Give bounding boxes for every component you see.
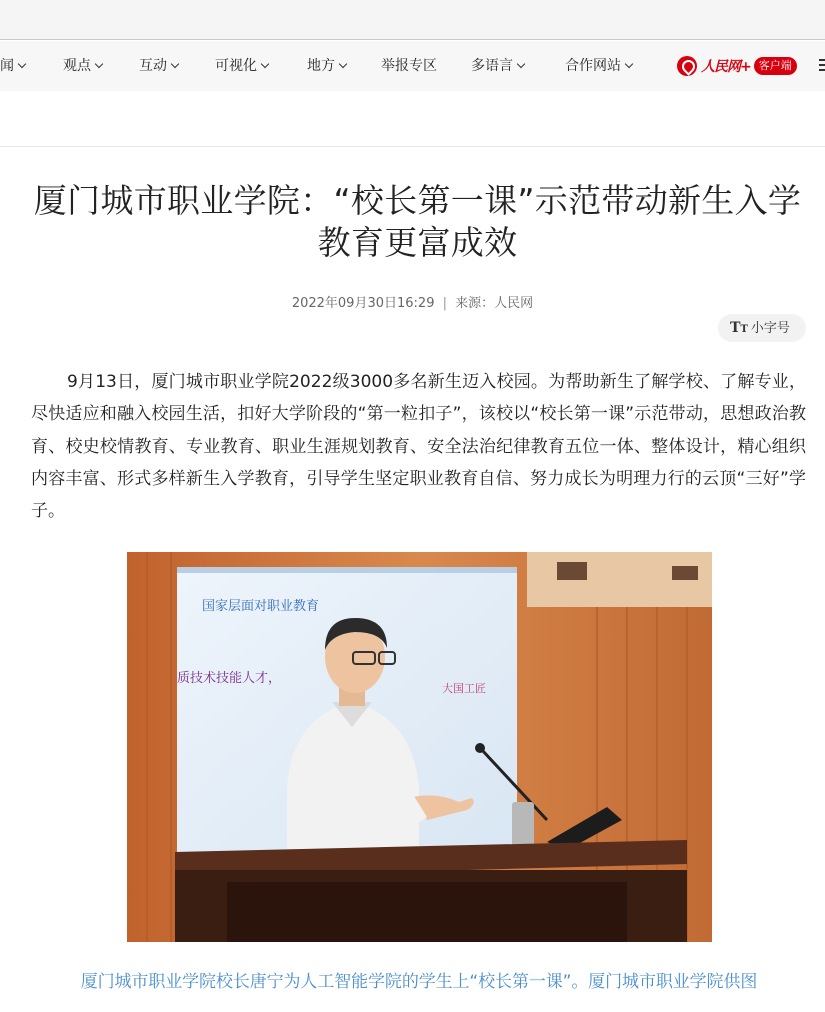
chevron-down-icon: [95, 60, 103, 68]
chevron-down-icon: [517, 60, 525, 68]
publish-datetime: 2022年09月30日16:29: [291, 296, 435, 311]
article-meta: [0, 292, 825, 311]
article-photo: [127, 552, 712, 942]
chevron-down-icon: [261, 60, 269, 68]
article-paragraph: 9月13日，厦门城市职业学院2022级3000多名新生迈入校园。为帮助新生了解学校、了解专业，尽快适应和融入校园生活，扣好大学阶段的“第一粒扣子”，该校以“校长第一课”示范带动，思想政治教育、校史校情教育、专业教育、职业生涯规划教育、安全法治纪律教育五位一体、整体设计，精心组织内容丰富、形式多样新生入学教育，引导学生坚定职业教育自信、努力成长为明理力行的云顶“三好”学子。: [31, 372, 806, 522]
app-download-link[interactable]: [677, 54, 797, 78]
chevron-down-icon: [339, 60, 347, 68]
font-size-label: 小字号: [750, 321, 790, 336]
nav-item-visualization[interactable]: 可视化: [215, 41, 268, 91]
nav-item-interaction[interactable]: 互动: [139, 41, 178, 91]
nav-item-languages[interactable]: 多语言: [471, 41, 524, 91]
text-size-icon: TT: [730, 320, 748, 336]
chevron-down-icon: [625, 60, 633, 68]
slide-text-3: 大国工匠: [442, 682, 486, 695]
image-caption: 厦门城市职业学院校长唐宁为人工智能学院的学生上“校长第一课”。厦门城市职业学院供图: [80, 972, 758, 992]
header-divider: [0, 146, 825, 147]
nav-item-news[interactable]: 闻: [0, 41, 25, 91]
nav-item-partner-sites[interactable]: 合作网站: [565, 41, 632, 91]
meta-separator: |: [442, 296, 447, 311]
app-tag: 客户端: [754, 57, 797, 75]
nav-item-report[interactable]: 举报专区: [381, 58, 437, 74]
article-title: 厦门城市职业学院：“校长第一课”示范带动新生入学教育更富成效: [33, 181, 802, 262]
app-logo-icon: [677, 56, 697, 76]
browser-top-bar: [0, 0, 825, 40]
menu-icon[interactable]: [815, 57, 825, 73]
chevron-down-icon: [18, 60, 26, 68]
slide-text-2: 质技术技能人才，: [177, 671, 282, 686]
article-source[interactable]: 来源：人民网: [455, 296, 534, 311]
app-name: 人民网+: [701, 59, 751, 75]
font-size-button[interactable]: [718, 314, 806, 342]
chevron-down-icon: [171, 60, 179, 68]
nav-item-opinion[interactable]: 观点: [63, 41, 102, 91]
nav-item-local[interactable]: 地方: [307, 41, 346, 91]
slide-text-1: 国家层面对职业教育: [202, 599, 320, 614]
